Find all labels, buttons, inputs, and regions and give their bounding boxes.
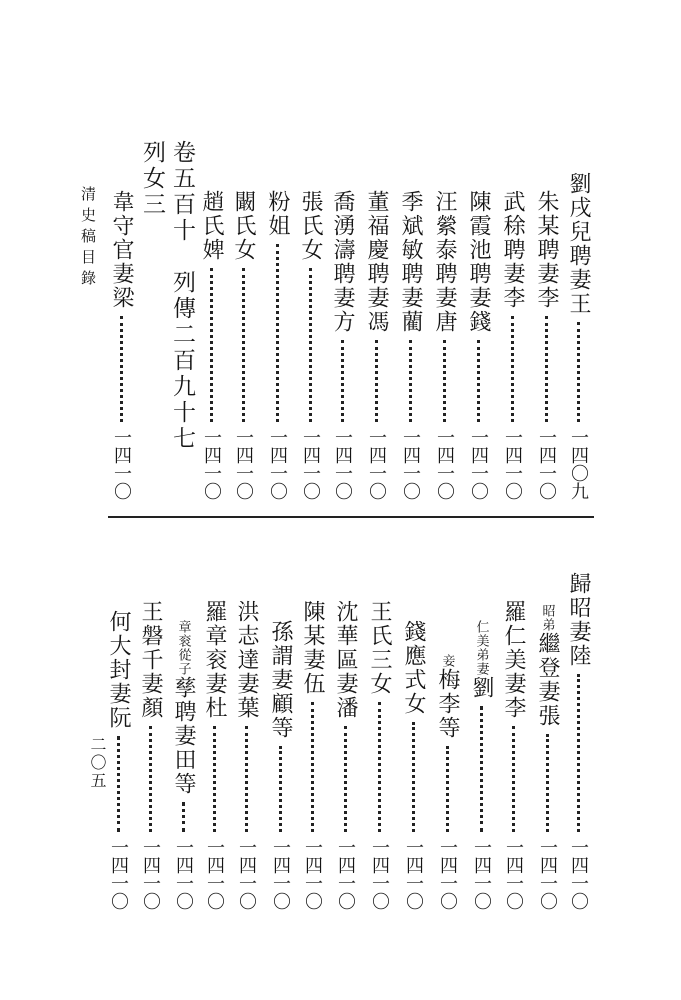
toc-entry <box>535 190 557 500</box>
dot-leader <box>378 702 381 832</box>
toc-entry <box>467 190 489 500</box>
toc-entry <box>402 620 424 910</box>
entry-annotation: 仁美弟妻 <box>473 620 489 676</box>
entry-page: 一四〇九 <box>568 428 589 500</box>
toc-entry <box>567 572 589 910</box>
dot-leader <box>276 244 279 422</box>
dot-leader <box>446 746 449 832</box>
toc-entry <box>331 190 353 500</box>
entry-title: 羅仁美妻李 <box>501 600 526 720</box>
toc-entry <box>567 172 589 500</box>
entry-title: 闞氏女 <box>231 190 256 262</box>
dot-leader <box>512 726 515 832</box>
entry-page: 一四一〇 <box>108 838 129 910</box>
dot-leader <box>242 268 245 422</box>
entry-page: 一四一〇 <box>140 838 161 910</box>
dot-leader <box>341 340 344 422</box>
entry-title: 喬湧濤聘妻方 <box>330 190 355 334</box>
dot-leader <box>412 722 415 832</box>
dot-leader <box>577 674 580 832</box>
entry-title: 陳霞池聘妻錢 <box>466 190 491 334</box>
dot-leader <box>546 734 549 832</box>
entry-page: 一四一〇 <box>536 428 557 500</box>
entry-page: 一四一〇 <box>204 838 225 910</box>
dot-leader <box>311 702 314 832</box>
toc-entry <box>502 600 524 910</box>
dot-leader <box>443 340 446 422</box>
dot-leader <box>182 802 185 832</box>
entry-title: 韋守官妻梁 <box>109 190 134 310</box>
page-number: 二〇五 <box>88 736 107 790</box>
section-divider <box>108 516 594 518</box>
section-heading: 列女三 <box>139 140 165 218</box>
entry-title: 劉 <box>469 676 494 700</box>
entry-annotation: 妾 <box>439 654 455 668</box>
toc-entry <box>172 620 194 910</box>
entry-page: 一四一〇 <box>236 838 257 910</box>
entry-title: 洪志達妻葉 <box>234 600 259 720</box>
entry-page: 一四一〇 <box>111 428 132 500</box>
entry-title: 張氏女 <box>298 190 323 262</box>
entry-page: 一四一〇 <box>335 838 356 910</box>
entry-title: 季斌敏聘妻藺 <box>398 190 423 334</box>
entry-page: 一四一〇 <box>233 428 254 500</box>
entry-title: 羅章衮妻杜 <box>202 600 227 720</box>
entry-title: 朱某聘妻李 <box>534 190 559 310</box>
toc-entry <box>299 190 321 500</box>
toc-entry <box>203 600 225 910</box>
entry-annotation: 章衮從子 <box>175 620 191 676</box>
toc-entry <box>107 610 129 910</box>
entry-page: 一四一〇 <box>369 838 390 910</box>
entry-page: 一四一〇 <box>502 428 523 500</box>
entry-page: 一四一〇 <box>403 838 424 910</box>
toc-entry <box>232 190 254 500</box>
dot-leader <box>545 316 548 422</box>
toc-entry <box>266 190 288 500</box>
entry-page: 一四一〇 <box>400 428 421 500</box>
toc-entry <box>436 654 458 910</box>
entry-page: 一四一〇 <box>366 428 387 500</box>
dot-leader <box>279 746 282 832</box>
running-title: 清史稿目錄 <box>79 186 97 291</box>
dot-leader <box>245 726 248 832</box>
entry-title: 王磐千妻顏 <box>138 600 163 720</box>
entry-page: 一四一〇 <box>471 838 492 910</box>
dot-leader <box>117 736 120 832</box>
entry-page: 一四一〇 <box>568 838 589 910</box>
dot-leader <box>344 726 347 832</box>
dot-leader <box>477 340 480 422</box>
dot-leader <box>210 268 213 422</box>
entry-title: 繼登妻張 <box>535 632 560 728</box>
entry-page: 一四一〇 <box>468 428 489 500</box>
toc-entry <box>368 600 390 910</box>
dot-leader <box>120 316 123 422</box>
toc-entry <box>301 600 323 910</box>
toc-entry <box>536 604 558 910</box>
juan-heading: 卷五百十 列傳二百九十七 <box>169 140 195 452</box>
entry-title: 陳某妻伍 <box>300 600 325 696</box>
entry-page: 一四一〇 <box>332 428 353 500</box>
dot-leader <box>213 726 216 832</box>
dot-leader <box>409 340 412 422</box>
entry-title: 孫謂妻顧等 <box>268 620 293 740</box>
entry-title: 粉姐 <box>265 190 290 238</box>
entry-page: 一四一〇 <box>302 838 323 910</box>
dot-leader <box>480 706 483 832</box>
entry-page: 一四一〇 <box>267 428 288 500</box>
entry-title: 何大封妻阮 <box>106 610 131 730</box>
entry-title: 王氏三女 <box>367 600 392 696</box>
toc-entry <box>200 190 222 500</box>
entry-page: 一四一〇 <box>300 428 321 500</box>
entry-title: 錢應式女 <box>401 620 426 716</box>
entry-page: 一四一〇 <box>437 838 458 910</box>
entry-annotation: 昭弟 <box>539 604 555 632</box>
entry-title: 孳聘妻田等 <box>171 676 196 796</box>
entry-title: 武稌聘妻李 <box>500 190 525 310</box>
entry-page: 一四一〇 <box>270 838 291 910</box>
toc-entry <box>235 600 257 910</box>
dot-leader <box>149 726 152 832</box>
toc-entry <box>433 190 455 500</box>
toc-entry <box>269 620 291 910</box>
dot-leader <box>577 322 580 422</box>
entry-title: 梅李等 <box>435 668 460 740</box>
entry-title: 董福慶聘妻馮 <box>364 190 389 334</box>
entry-page: 一四一〇 <box>537 838 558 910</box>
toc-entry <box>365 190 387 500</box>
dot-leader <box>309 268 312 422</box>
entry-page: 一四一〇 <box>201 428 222 500</box>
entry-title: 劉戌兒聘妻王 <box>566 172 591 316</box>
entry-title: 汪縈泰聘妻唐 <box>432 190 457 334</box>
dot-leader <box>511 316 514 422</box>
toc-entry <box>334 600 356 910</box>
dot-leader <box>375 340 378 422</box>
toc-entry <box>470 620 492 910</box>
entry-page: 一四一〇 <box>503 838 524 910</box>
entry-page: 一四一〇 <box>173 838 194 910</box>
entry-title: 趙氏婢 <box>199 190 224 262</box>
toc-entry <box>139 600 161 910</box>
toc-entry <box>110 190 132 500</box>
entry-page: 一四一〇 <box>434 428 455 500</box>
entry-title: 沈華區妻潘 <box>333 600 358 720</box>
toc-entry <box>399 190 421 500</box>
toc-entry <box>501 190 523 500</box>
entry-title: 歸昭妻陸 <box>566 572 591 668</box>
